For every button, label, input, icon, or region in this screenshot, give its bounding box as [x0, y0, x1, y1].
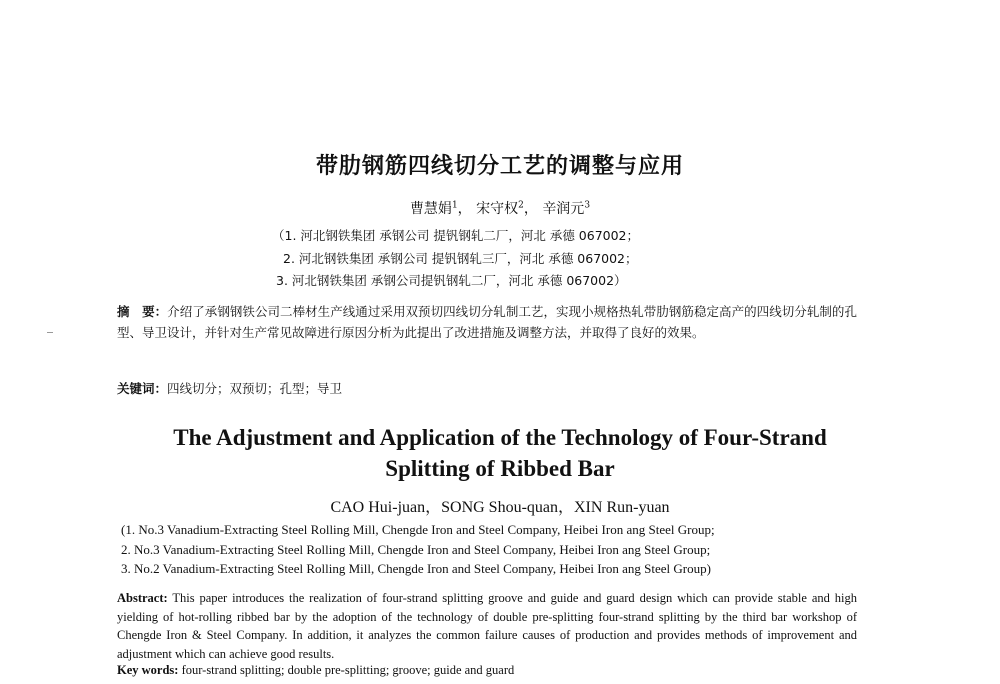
english-keywords-text: four-strand splitting; double pre-splitting; groove; guide and guard: [181, 663, 515, 677]
chinese-abstract-label: 摘 要：: [117, 304, 168, 319]
chinese-keywords: [117, 379, 342, 397]
author-name: 辛润元: [542, 201, 585, 217]
english-title-line-2: Splitting of Ribbed Bar: [385, 456, 615, 481]
english-authors: CAO Hui-juan，SONG Shou-quan，XIN Run-yuan: [330, 499, 670, 516]
affiliation-marker: 2: [518, 200, 524, 211]
author-separator: ，: [523, 201, 538, 217]
affiliation-marker: 3: [584, 200, 591, 211]
chinese-title: 带肋钢筋四线切分工艺的调整与应用: [315, 154, 684, 179]
english-keywords: [117, 663, 514, 678]
chinese-abstract: [117, 301, 857, 343]
author-name: 宋守权: [476, 201, 519, 217]
chinese-keywords-label: 关键词：: [117, 381, 168, 396]
chinese-abstract-text: 介绍了承钢钢铁公司二棒材生产线通过采用双预切四线切分轧制工艺，实现小规格热轧带肋钢筋稳定高产的四线切分轧制的孔型、导卫设计，并针对生产常见故障进行原因分析为此提出了改进措施及调整方法，并取得了良好的效果。: [117, 304, 857, 340]
english-title-line-1: The Adjustment and Application of the Technology of Four-Strand: [173, 425, 827, 450]
english-abstract-label: Abstract:: [117, 591, 168, 605]
author-separator: ，: [457, 201, 472, 217]
chinese-affiliation-2: 2. 河北钢铁集团 承钢公司 提钒钢轧三厂，河北 承德 067002；: [283, 251, 638, 266]
affiliation-marker: 1: [451, 200, 458, 211]
english-affiliation-1: (1. No.3 Vanadium-Extracting Steel Rolling Mill, Chengde Iron and Steel Company, Heibei Iron ang Steel Group;: [121, 522, 715, 537]
chinese-affiliation-1: （1. 河北钢铁集团 承钢公司 提钒钢轧二厂，河北 承德 067002；: [272, 228, 640, 243]
english-title: [0, 422, 1000, 484]
author-name: 曹慧娟: [409, 201, 452, 217]
english-affiliation-3: 3. No.2 Vanadium-Extracting Steel Rolling Mill, Chengde Iron and Steel Company, Heibei Iron ang Steel Group): [121, 561, 711, 576]
english-abstract-text: This paper introduces the realization of four-strand splitting groove and guide and guard design which can provide stable and high yielding of hot-rolling ribbed bar by the adoption of the technology of double pre-splitting four-strand splitting by the third bar workshop of Chengde Iron & Steel Company. In addition, it analyzes the common failure causes of production and provides methods of improvement and adjustment which can achieve good results.: [117, 591, 857, 661]
english-abstract: [117, 589, 857, 663]
chinese-authors: [0, 198, 1000, 218]
chinese-affiliation-3: 3. 河北钢铁集团 承钢公司提钒钢轧二厂，河北 承德 067002）: [276, 273, 627, 288]
english-affiliation-2: 2. No.3 Vanadium-Extracting Steel Rolling Mill, Chengde Iron and Steel Company, Heibei Iron ang Steel Group;: [121, 542, 711, 557]
chinese-keywords-text: 四线切分；双预切；孔型；导卫: [167, 381, 343, 396]
english-keywords-label: Key words:: [117, 663, 179, 677]
margin-mark: [47, 332, 53, 333]
